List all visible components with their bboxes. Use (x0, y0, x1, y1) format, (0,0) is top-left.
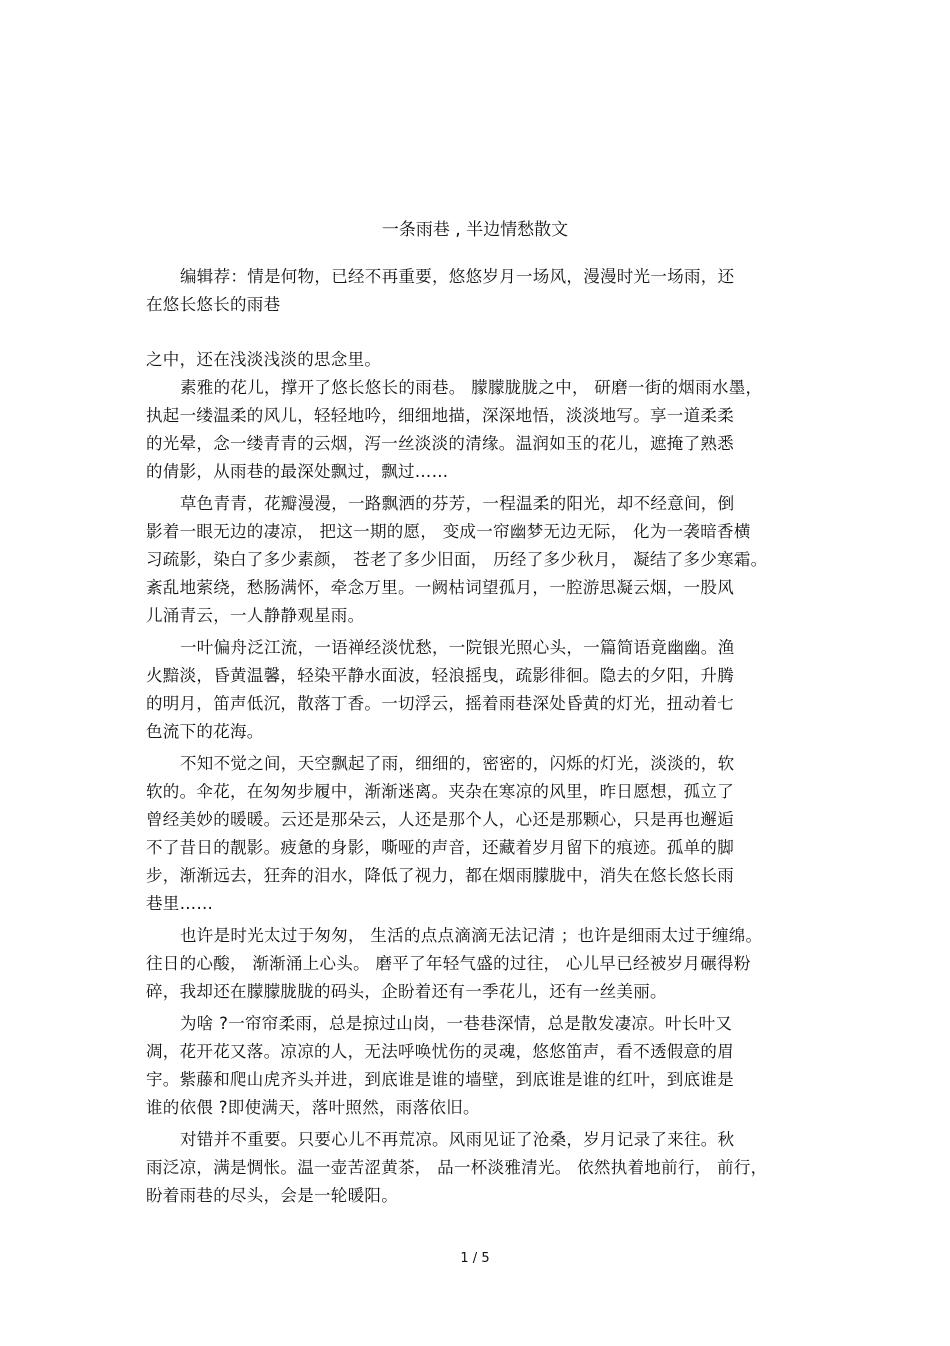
paragraph-line: 影着一眼无边的凄凉， 把这一期的愿， 变成一帘幽梦无边无际， 化为一袭暗香横 (146, 522, 751, 541)
paragraph-line: 为啥 ?一帘帘柔雨，总是掠过山岗，一巷巷深情，总是散发凄凉。叶长叶又 (180, 1014, 733, 1033)
paragraph-line: 的明月，笛声低沉，散落丁香。一切浮云，摇着雨巷深处昏黄的灯光，扭动着七 (146, 694, 734, 713)
paragraph-line: 雨泛凉，满是惆怅。温一壶苦涩黄茶， 品一杯淡雅清光。 依然执着地前行， 前行， (146, 1158, 768, 1177)
paragraph-line: 往日的心酸， 渐渐涌上心头。 磨平了年轻气盛的过往， 心儿早已经被岁月碾得粉 (146, 954, 751, 973)
paragraph-line: 的倩影，从雨巷的最深处飘过，飘过…… (146, 462, 449, 481)
paragraph-line: 谁的依偎 ?即使满天，落叶照然，雨落依旧。 (146, 1098, 480, 1117)
paragraph-line: 儿涌青云，一人静静观星雨。 (146, 606, 365, 625)
paragraph-line: 草色青青，花瓣漫漫，一路飘洒的芬芳，一程温柔的阳光，却不经意间，倒 (180, 494, 735, 513)
paragraph-line: 的光晕，念一缕青青的云烟，泻一丝淡淡的清缘。温润如玉的花儿，遮掩了熟悉 (146, 434, 734, 453)
editor-note-line: 编辑荐：情是何物，已经不再重要，悠悠岁月一场风，漫漫时光一场雨，还 (180, 267, 735, 286)
paragraph-line: 之中，还在浅淡浅淡的思念里。 (146, 350, 382, 369)
paragraph-line: 执起一缕温柔的风儿，轻轻地吟，细细地描，深深地悟，淡淡地写。享一道柔柔 (146, 406, 734, 425)
paragraph-line: 火黯淡，昏黄温馨，轻染平静水面波，轻浪摇曳，疏影徘徊。隐去的夕阳，升腾 (146, 666, 734, 685)
paragraph-line: 步，渐渐远去，狂奔的泪水，降低了视力，都在烟雨朦胧中，消失在悠长悠长雨 (146, 866, 734, 885)
article-title: 一条雨巷 , 半边情愁散文 (381, 220, 569, 240)
paragraph-line: 不了昔日的靓影。疲惫的身影，嘶哑的声音，还藏着岁月留下的痕迹。孤单的脚 (146, 838, 734, 857)
paragraph-line: 凋，花开花又落。凉凉的人，无法呼唤忧伤的灵魂，悠悠笛声，看不透假意的眉 (146, 1042, 734, 1061)
paragraph-line: 一叶偏舟泛江流，一语禅经淡忧愁，一院银光照心头，一篇简语竟幽幽。渔 (180, 638, 735, 657)
paragraph-line: 习疏影，染白了多少素颜， 苍老了多少旧面， 历经了多少秋月， 凝结了多少寒霜。 (146, 550, 768, 569)
paragraph-line: 色流下的花海。 (146, 722, 264, 741)
paragraph-line: 碎，我却还在朦朦胧胧的码头，企盼着还有一季花儿，还有一丝美丽。 (146, 982, 667, 1001)
paragraph-line: 也许是时光太过于匆匆， 生活的点点滴滴无法记清 ；也许是细雨太过于缠绵。 (180, 926, 763, 945)
paragraph-line: 宇。紫藤和爬山虎齐头并进，到底谁是谁的墙壁，到底谁是谁的红叶，到底谁是 (146, 1070, 734, 1089)
paragraph-line: 不知不觉之间，天空飘起了雨，细细的，密密的，闪烁的灯光，淡淡的，软 (180, 754, 735, 773)
paragraph-line: 巷里…… (146, 894, 214, 913)
paragraph-line: 素雅的花儿，撑开了悠长悠长的雨巷。 朦朦胧胧之中， 研磨一街的烟雨水墨， (180, 378, 763, 397)
page-number: 1 / 5 (460, 1251, 490, 1266)
paragraph-line: 曾经美妙的暖暖。云还是那朵云，人还是那个人，心还是那颗心，只是再也邂逅 (146, 810, 734, 829)
editor-note-line: 在悠长悠长的雨巷 (146, 295, 281, 314)
paragraph-line: 盼着雨巷的尽头，会是一轮暖阳。 (146, 1186, 398, 1205)
paragraph-line: 紊乱地萦绕，愁肠满怀，牵念万里。一阙枯词望孤月，一腔游思凝云烟，一股风 (146, 578, 734, 597)
paragraph-line: 对错并不重要。只要心儿不再荒凉。风雨见证了沧桑，岁月记录了来往。秋 (180, 1130, 735, 1149)
paragraph-line: 软的。伞花，在匆匆步履中，渐渐迷离。夹杂在寒凉的风里，昨日愿想，孤立了 (146, 782, 734, 801)
